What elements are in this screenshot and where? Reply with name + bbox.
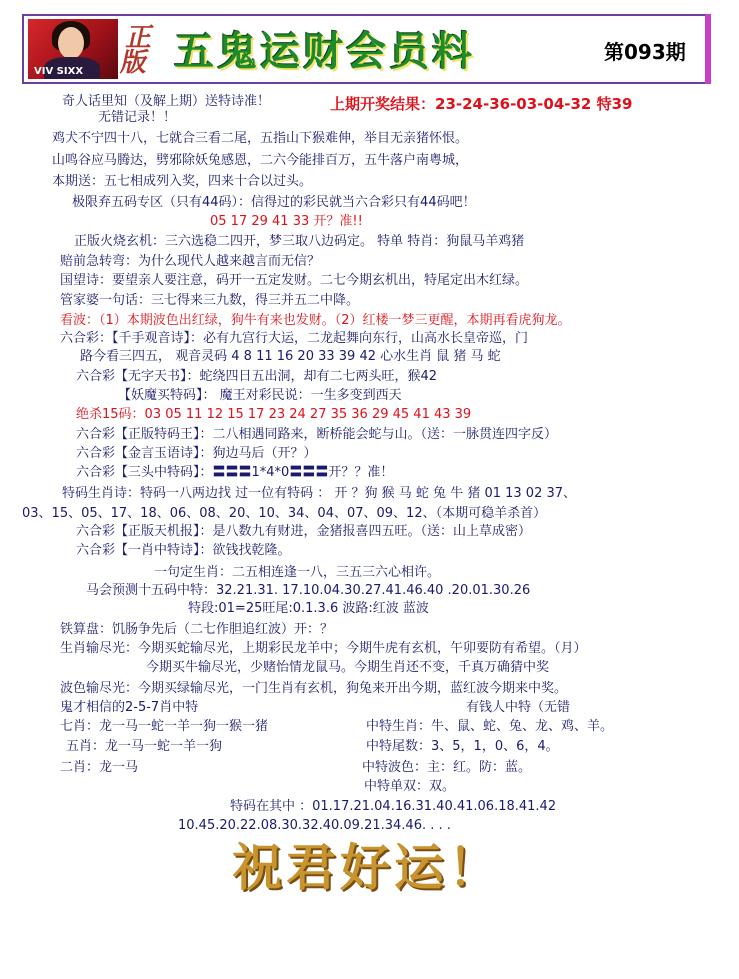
portrait-face xyxy=(58,27,84,59)
text-line: 本期送：五七相成列入奖，四来十合以过头。 xyxy=(52,174,313,189)
header-banner xyxy=(22,14,711,84)
text-line: 六合彩【三头中特码】：〓〓〓1*4*0〓〓〓开？？准！ xyxy=(76,465,394,480)
text-line: 05 17 29 41 33 开？准!! xyxy=(210,214,363,229)
text-line: 无错记录！！ xyxy=(98,110,177,125)
text-line: 六合彩【金言玉语诗】：狗边马后（开？） xyxy=(76,446,317,461)
text-line: 特码生肖诗：特码一八两边找 过一位有特码 ： 开 ？狗 猴 马 蛇 兔 牛 猪 01 13 02 37、 xyxy=(62,486,577,501)
last-draw-result: 上期开奖结果：23-24-36-03-04-32 特39 xyxy=(330,95,633,113)
text-line: 山鸣谷应马腾达，劈邪除妖兔感恩，二六今能排百万，五牛落户南粤城， xyxy=(52,153,469,168)
text-line: 鬼才相信的2-5-7肖中特 xyxy=(60,700,199,715)
portrait-image xyxy=(28,19,118,79)
text-line: 一句定生肖：二五相连逢一八，三五三六心相许。 xyxy=(154,565,441,580)
text-line: 管家婆一句话：三七得来三九数，得三并五二中降。 xyxy=(60,293,360,308)
text-line: 特段:01=25旺尾:0.1.3.6 波路:红波 蓝波 xyxy=(188,601,429,616)
issue-number: 第093期 xyxy=(604,40,686,64)
text-line: 六合彩【正版天机报】：是八数九有财进，金猪报喜四五旺。（送：山上草成密） xyxy=(76,524,532,539)
text-line: 六合彩【正版特码王】：二八相遇同路来，断桥能会蛇与山。（送：一脉贯连四字反） xyxy=(76,427,558,442)
text-line: 奇人话里知（及解上期）送特诗准！ xyxy=(62,94,271,109)
text-line: 绝杀15码：03 05 11 12 15 17 23 24 27 35 36 29 45 41 43 39 xyxy=(76,407,472,422)
text-line: 六合彩【无字天书】：蛇绕四日五出洞，却有二七两头旺，猴42 xyxy=(76,369,438,384)
text-line: 中特生肖：牛、鼠、蛇、兔、龙、鸡、羊。 xyxy=(366,719,614,734)
text-line: 六合彩【一肖中特诗】：欲钱找乾隆。 xyxy=(76,543,291,558)
text-line: 特码在其中 ：01.17.21.04.16.31.40.41.06.18.41.42 xyxy=(230,799,557,814)
text-line: 中特尾数：3、5，1，0、6，4。 xyxy=(366,739,559,754)
page-title: 五鬼运财会员料 xyxy=(174,29,475,75)
text-line: 今期买牛输尽光，少赌怡情龙鼠马。今期生肖还不变，千真万确猜中奖 xyxy=(146,660,550,675)
text-line: 看波：（1）本期波色出红绿，狗牛有来也发财。（2）红楼一梦三更醒，本期再看虎狗龙。 xyxy=(60,313,571,328)
text-line: 鸡犬不宁四十八，七就合三看二尾，五指山下猴难伸，举目无亲猪怀恨。 xyxy=(52,131,469,146)
text-line: 03、15、05、17、18、06、08、20、10、34、04、07、09、12、（本期可稳羊杀首） xyxy=(22,506,547,521)
text-line: 赔前急转弯：为什么现代人越来越言而无信？ xyxy=(60,254,321,269)
text-line: 路今看三四五， 观音灵码 4 8 11 16 20 33 39 42 心水生肖 鼠 猪 马 蛇 xyxy=(80,349,501,364)
text-line: 有钱人中特（无错 xyxy=(466,700,571,715)
portrait-tag: VIV SIXX xyxy=(34,66,84,77)
text-line: 极限弃五码专区（只有44码）：信得过的彩民就当六合彩只有44码吧！ xyxy=(72,195,476,210)
text-line: 10.45.20.22.08.30.32.40.09.21.34.46. . . . xyxy=(178,818,451,833)
text-line: 国望诗：要望亲人要注意，码开一五定发财。二七今期玄机出，特尾定出木红绿。 xyxy=(60,273,529,288)
text-line: 【妖魔买特码】： 魔王对彩民说：一生多变到西天 xyxy=(118,388,402,403)
text-line: 中特波色：主：红。防：蓝。 xyxy=(362,760,532,775)
text-line: 正版火烧玄机：三六选稳二四开，梦三取八边码定。 特单 特肖：狗鼠马羊鸡猪 xyxy=(74,234,525,249)
text-line: 中特单双：双。 xyxy=(364,779,456,794)
good-luck-slogan: 祝君好运！ xyxy=(232,838,502,897)
text-line: 七肖：龙一马一蛇一羊一狗一猴一猪 xyxy=(60,719,269,734)
text-line: 六合彩：【千手观音诗】：必有九宫行大运，二龙起舞向东行，山高水长皇帝巡，门 xyxy=(60,331,529,346)
logo-mark: 正版 xyxy=(118,23,156,78)
text-line: 五肖：龙一马一蛇一羊一狗 xyxy=(66,739,223,754)
text-line: 马会预测十五码中特：32.21.31. 17.10.04.30.27.41.46.40 .20.01.30.26 xyxy=(86,583,531,598)
text-line: 二肖：龙一马 xyxy=(60,760,139,775)
text-line: 波色输尽光：今期买绿输尽光，一门生肖有玄机，狗兔来开出今期，蓝红波今期来中奖。 xyxy=(60,681,568,696)
text-line: 铁算盘：饥肠争先后（二七作胆追红波）开：？ xyxy=(60,622,334,637)
text-line: 生肖输尽光：今期买蛇输尽光，上期彩民龙羊中；今期牛虎有玄机，午卯要防有希望。（月） xyxy=(60,641,587,656)
header-accent-bar xyxy=(705,14,711,84)
